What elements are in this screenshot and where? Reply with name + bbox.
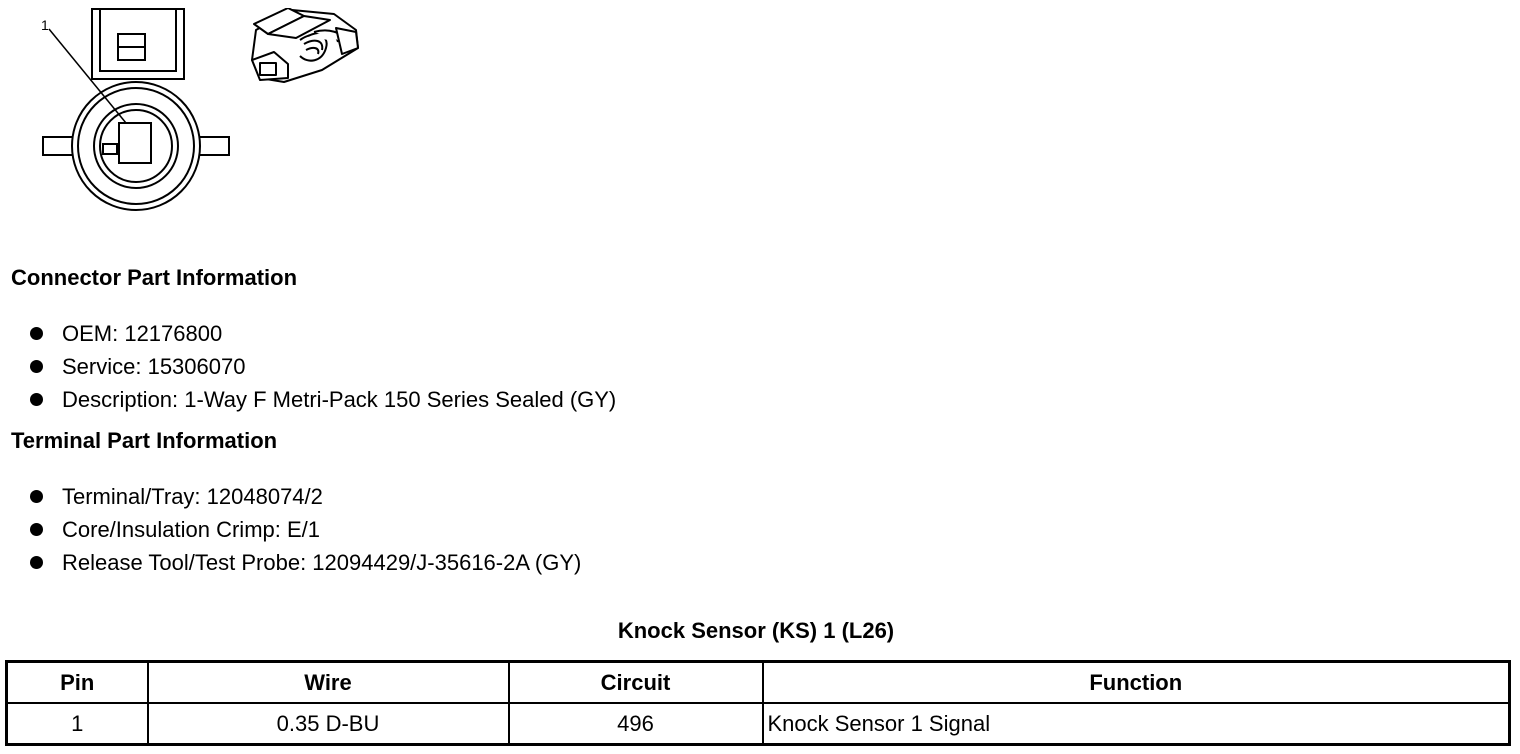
list-item: Core/Insulation Crimp: E/1 [30, 513, 581, 546]
header-wire: Wire [148, 662, 509, 704]
callout-label: 1 [41, 17, 49, 33]
bullet-icon [30, 556, 43, 569]
cell-wire: 0.35 D-BU [148, 703, 509, 745]
connector-iso-view [244, 8, 369, 86]
cell-pin: 1 [7, 703, 148, 745]
cell-function: Knock Sensor 1 Signal [763, 703, 1510, 745]
terminal-info-title: Terminal Part Information [11, 428, 278, 453]
bullet-icon [30, 490, 43, 503]
table-header-row [7, 662, 1510, 704]
connector-info-list [30, 317, 616, 416]
list-item: Description: 1-Way F Metri-Pack 150 Series Sealed (GY) [30, 383, 616, 416]
list-item: OEM: 12176800 [30, 317, 616, 350]
list-item: Release Tool/Test Probe: 12094429/J-35616-2A (GY) [30, 546, 581, 579]
bullet-icon [30, 327, 43, 340]
terminal-info-list [30, 480, 581, 579]
bullet-icon [30, 360, 43, 373]
pin-table [5, 660, 1511, 746]
table-row [7, 703, 1510, 745]
header-function: Function [763, 662, 1510, 704]
bullet-icon [30, 393, 43, 406]
bullet-icon [30, 523, 43, 536]
header-circuit: Circuit [509, 662, 763, 704]
pin-table-title: Knock Sensor (KS) 1 (L26) [617, 618, 895, 643]
cell-circuit: 496 [509, 703, 763, 745]
connector-front-view [30, 6, 235, 216]
list-item: Service: 15306070 [30, 350, 616, 383]
header-pin: Pin [7, 662, 148, 704]
list-item: Terminal/Tray: 12048074/2 [30, 480, 581, 513]
connector-info-title: Connector Part Information [11, 265, 298, 290]
